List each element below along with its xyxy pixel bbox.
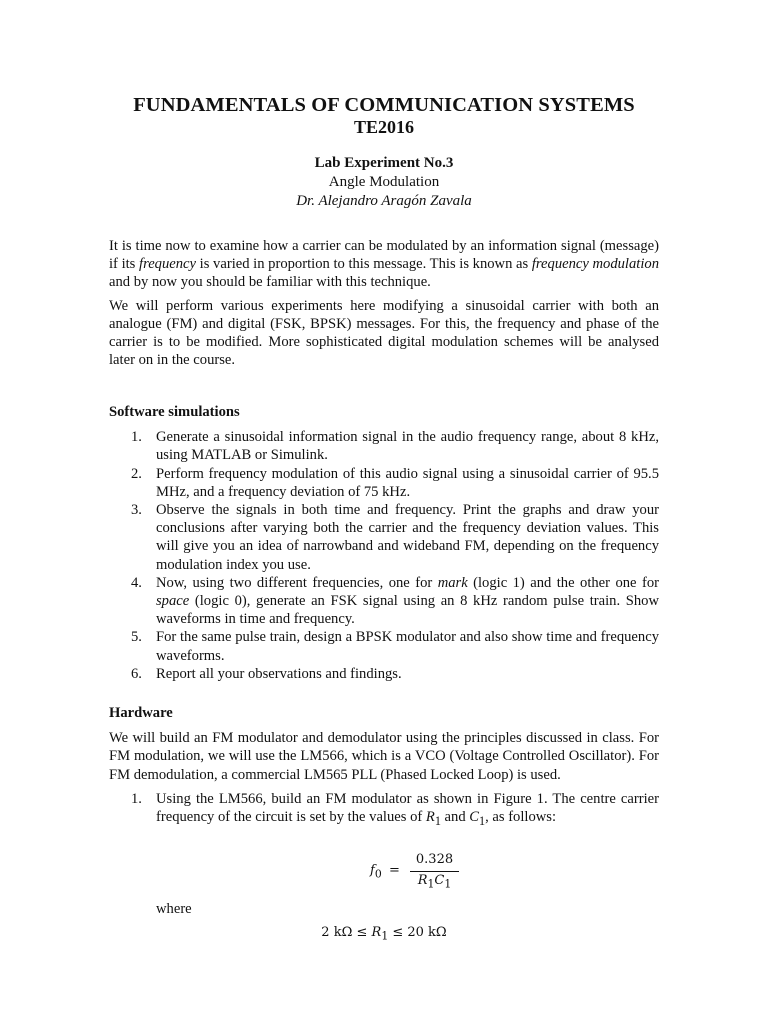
list-item: 1. Using the LM566, build an FM modulator as shown in Figure 1. The centre carrier frequency of the circuit is set by the values of $R_1$ and $C_1$, as follows: [131, 790, 659, 828]
course-code: TE2016 [353, 117, 414, 137]
resistor-range-formula: 2 $k\Omega \le R_1 \le 20$ kΩ [321, 925, 447, 943]
software-list [109, 428, 659, 683]
list-item: 4. Now, using two different frequencies, one for mark (logic 1) and the other one for space (logic 0), generate an FSK signal using an 8 kHz random pulse train. Show waveforms in time and frequency. [131, 574, 659, 628]
hardware-section [109, 704, 659, 830]
lab-heading [0, 154, 768, 211]
formula-denominator: $R_1C_1$ [417, 873, 452, 891]
software-heading: Software simulations [109, 404, 240, 420]
formula-lhs: $f_0$ [370, 863, 382, 881]
document-page: FUNDAMENTALS OF COMMUNICATION SYSTEMS TE2016 Lab Experiment No.3 Angle Modulation Dr. Alejandro Aragón Zavala It is time now to examine how a carrier can be modulated by an information signal (message) if its frequency is varied in proportion to this message. This is known as frequency modulation and by now you should be familiar with this technique. We will perform various experiments here modifying a sinusoidal carrier with both an analogue (FM) and digital (FSK, BPSK) messages. For this, the frequency and phase of the carrier is to be modified. More sophisticated digital modulation schemes will be analysed later on in the course. Software simulations 1. Generate a sinusoidal information signal in the audio frequency range, about 8 kHz, using MATLAB or Simulink. 2. Perform frequency modulation of this audio signal using a sinusoidal carrier of 95.5 MHz, and a frequency deviation of 75 kHz. 3. Observe the signals in both time and frequency. Print the graphs and draw your conclusions after varying both the carrier and the frequency deviation values. This will give you an idea of narrowband and wideband FM, depending on the frequency modulation index you use. 4. Now, using two different frequencies, one for mark (logic 1) and the other one for space (logic 0), generate an FSK signal using an 8 kHz random pulse train. Show waveforms in time and frequency. 5. For the same pulse train, design a BPSK modulator and also show time and frequency waveforms. 6. Report all your observations and findings. Hardware We will build an FM modulator and demodulator using the principles discussed in class. For FM modulation, we will use the LM566, which is a VCO (Voltage Controlled Oscillator). For FM demodulation, a commercial LM565 PLL (Phased Locked Loop) is used. 1. Using the LM566, build an FM modulator as shown in Figure 1. The centre carrier frequency of the circuit is set by the values of $R_1$ and $C_1$, as follows: $f_0$ = 0.328 $R_1C_1$ where 2 $k\Omega \le R_1 \le 20$ kΩ [0, 0, 768, 1024]
where-label: where [156, 901, 192, 917]
lab-label: Lab Experiment No.3 [314, 155, 454, 171]
fraction-bar [410, 871, 459, 872]
list-item: 1. Generate a sinusoidal information signal in the audio frequency range, about 8 kHz, using MATLAB or Simulink. [131, 429, 659, 464]
list-item: 6. Report all your observations and findings. [131, 665, 402, 682]
hardware-heading: Hardware [109, 705, 173, 721]
list-item: 5. For the same pulse train, design a BPSK modulator and also show time and frequency waveforms. [131, 629, 659, 664]
author: Dr. Alejandro Aragón Zavala [296, 193, 472, 209]
document-title: FUNDAMENTALS OF COMMUNICATION SYSTEMS [133, 94, 635, 116]
software-section [109, 403, 659, 683]
list-item: 3. Observe the signals in both time and frequency. Print the graphs and draw your conclusions after varying both the carrier and the frequency deviation values. This will give you an idea of narrowband and wideband FM, depending on the frequency modulation index you use. [131, 502, 659, 573]
intro-section [109, 237, 659, 369]
list-item: 2. Perform frequency modulation of this audio signal using a sinusoidal carrier of 95.5 MHz, and a frequency deviation of 75 kHz. [131, 465, 659, 500]
intro-paragraph-2: We will perform various experiments here modifying a sinusoidal carrier with both an analogue (FM) and digital (FSK, BPSK) messages. For this, the frequency and phase of the carrier is to be modified. More sophisticated digital modulation schemes will be analysed later on in the course. [109, 297, 659, 369]
hardware-paragraph: We will build an FM modulator and demodulator using the principles discussed in class. For FM modulation, we will use the LM566, which is a VCO (Voltage Controlled Oscillator). For FM demodulation, a commercial LM565 PLL (Phased Locked Loop) is used. [109, 730, 659, 783]
intro-paragraph-1: It is time now to examine how a carrier can be modulated by an information signal (message) if its frequency is varied in proportion to this message. This is known as frequency modulation and by now you should be familiar with this technique. [109, 238, 659, 291]
lab-topic: Angle Modulation [328, 174, 440, 190]
hardware-list [109, 790, 659, 830]
formula-numerator: 0.328 [415, 852, 454, 867]
